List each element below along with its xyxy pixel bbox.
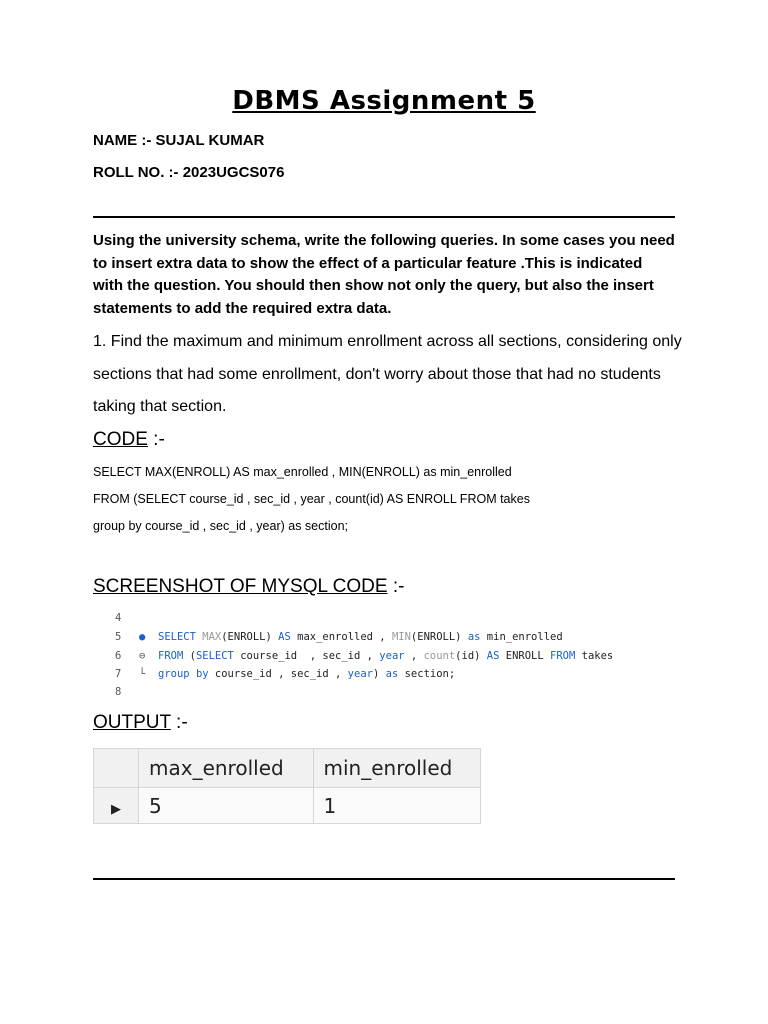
student-name: NAME :- SUJAL KUMAR bbox=[93, 132, 265, 149]
document-title: DBMS Assignment 5 bbox=[232, 86, 536, 116]
roll-number: ROLL NO. :- 2023UGCS076 bbox=[93, 164, 285, 181]
sql-line-text: SELECT MAX(ENROLL) AS max_enrolled , MIN(ENROLL) as min_enrolled bbox=[158, 631, 563, 643]
sql-editor-row bbox=[93, 631, 653, 649]
code-line-3: group by course_id , sec_id , year) as section; bbox=[93, 519, 348, 533]
line-number: 6 bbox=[115, 650, 122, 662]
output-heading-suffix: :- bbox=[170, 712, 188, 733]
line-number: 4 bbox=[115, 612, 122, 624]
sql-editor-row bbox=[93, 650, 653, 668]
mysql-editor-screenshot bbox=[93, 610, 653, 700]
column-header-max-enrolled[interactable]: max_enrolled bbox=[139, 749, 314, 788]
play-arrow-icon: ▶ bbox=[111, 801, 121, 817]
sql-editor-row bbox=[93, 686, 653, 704]
table-row[interactable] bbox=[94, 788, 481, 824]
output-heading-label: OUTPUT bbox=[93, 712, 171, 733]
instructions-paragraph: Using the university schema, write the following queries. In some cases you need to insert extra data to show the effect of a particular feature .This is indicated with the question. You should then show not only the query, but also the insert statements to add the required extra data. bbox=[93, 232, 675, 317]
sql-line-text: group by course_id , sec_id , year) as section; bbox=[158, 668, 456, 680]
sql-line-text: FROM (SELECT course_id , sec_id , year , count(id) AS ENROLL FROM takes bbox=[158, 650, 614, 662]
line-number: 5 bbox=[115, 631, 122, 643]
output-result-grid bbox=[93, 748, 481, 824]
code-line-2: FROM (SELECT course_id , sec_id , year , count(id) AS ENROLL FROM takes bbox=[93, 492, 530, 506]
column-header-min-enrolled[interactable]: min_enrolled bbox=[313, 749, 481, 788]
code-heading bbox=[93, 429, 165, 451]
bottom-divider bbox=[93, 878, 675, 880]
fold-end-icon: └ bbox=[139, 668, 146, 680]
current-row-indicator[interactable] bbox=[94, 788, 139, 824]
line-number: 7 bbox=[115, 668, 122, 680]
screenshot-heading-suffix: :- bbox=[387, 576, 405, 597]
question-1: 1. Find the maximum and minimum enrollment across all sections, considering only sections that had some enrollment, don't worry about those that had no students taking that section. bbox=[93, 333, 682, 415]
screenshot-heading bbox=[93, 576, 404, 598]
code-heading-label: CODE bbox=[93, 429, 148, 450]
line-number: 8 bbox=[115, 686, 122, 698]
row-selector-header[interactable] bbox=[94, 749, 139, 788]
code-heading-suffix: :- bbox=[147, 429, 165, 450]
screenshot-heading-label: SCREENSHOT OF MYSQL CODE bbox=[93, 576, 388, 597]
top-divider bbox=[93, 216, 675, 218]
cell-min-enrolled[interactable]: 1 bbox=[313, 788, 481, 824]
statement-dot-icon: ● bbox=[139, 631, 146, 643]
output-heading bbox=[93, 712, 188, 734]
code-line-1: SELECT MAX(ENROLL) AS max_enrolled , MIN(ENROLL) as min_enrolled bbox=[93, 465, 512, 479]
result-header-row bbox=[94, 749, 481, 788]
sql-editor-row bbox=[93, 668, 653, 686]
fold-toggle-icon[interactable]: ⊖ bbox=[139, 650, 146, 662]
sql-editor-row bbox=[93, 612, 653, 630]
cell-max-enrolled[interactable]: 5 bbox=[139, 788, 314, 824]
